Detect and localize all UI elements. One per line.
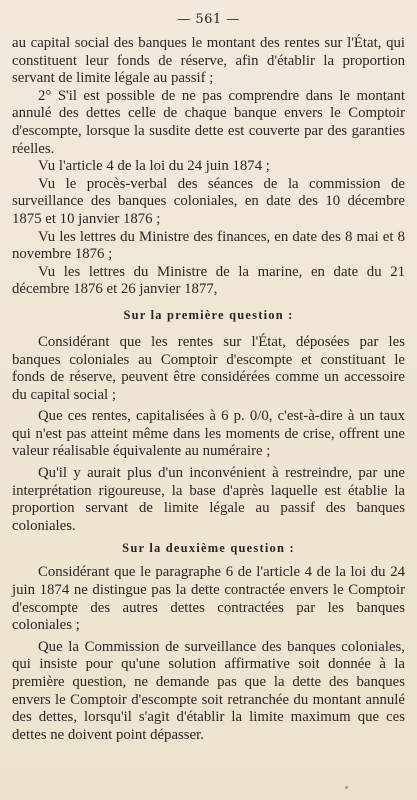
paper-speck [345, 786, 348, 789]
page-number: — 561 — [177, 12, 240, 27]
second-question-section [12, 564, 405, 744]
top-section [12, 35, 405, 299]
heading-first-question: Sur la première question : [123, 307, 294, 322]
paragraph-vu-proces-verbal: Vu le procès-verbal des séances de la commission de surveillance des banques coloniales, en date des 10 décembre 1875 et 10 janvier 1876 ; [12, 175, 405, 227]
paragraph-continuation: au capital social des banques le montant des rentes sur l'État, qui constituent leur fonds de réserve, afin d'établir la proportion servant de limite légale au passif ; [12, 35, 405, 87]
paragraph-vu-lettres-finances: Vu les lettres du Ministre des finances, en date des 8 mai et 8 novembre 1876 ; [12, 228, 405, 263]
paragraph-commission-surveillance: Que la Commission de surveillance des banques coloniales, qui insiste pour qu'une solution affirmative soit donnée à la première question, ne demande pas que la dette des banques envers le Comptoir d'escompte soit retranchée du montant annulé des dettes, lorsqu'il s'agit d'établir la limite maximum que ces dettes ne doivent point dépasser. [12, 638, 405, 743]
paragraph-vu-article: Vu l'article 4 de la loi du 24 juin 1874 ; [38, 158, 270, 175]
paragraph-rentes-capitalisees: Que ces rentes, capitalisées à 6 p. 0/0, c'est-à-dire à un taux qui n'est pas atteint même dans les moments de crise, offrent une valeur réalisable équivalente au numéraire ; [12, 408, 405, 460]
paragraph-vu-lettres-marine: Vu les lettres du Ministre de la marine, en date du 21 décembre 1876 et 26 janvier 1877, [12, 263, 405, 298]
paragraph-considerant-rentes: Considérant que les rentes sur l'État, déposées par les banques coloniales au Comptoir d'escompte et constituant le fonds de réserve, peuvent être considérées comme un accessoire du capital social ; [12, 333, 405, 403]
paragraph-inconvenient: Qu'il y aurait plus d'un inconvénient à restreindre, par une interprétation rigoureuse, la base d'après laquelle est établie la proportion servant de limite légale au passif des banques coloniales. [12, 465, 405, 534]
paragraph-considerant-paragraphe: Considérant que le paragraphe 6 de l'article 4 de la loi du 24 juin 1874 ne distingue pas la dette contractée envers le Comptoir d'escompte des autres dettes contractées par les banques coloniales ; [12, 564, 405, 634]
first-question-section [12, 334, 405, 536]
heading-second-question: Sur la deuxième question : [122, 541, 295, 556]
paragraph-question-two: 2° S'il est possible de ne pas comprendre dans le montant annulé des dettes celle de chaque banque envers le Comptoir d'escompte, lorsque la susdite dette est couverte par des garanties réelles. [12, 87, 405, 157]
